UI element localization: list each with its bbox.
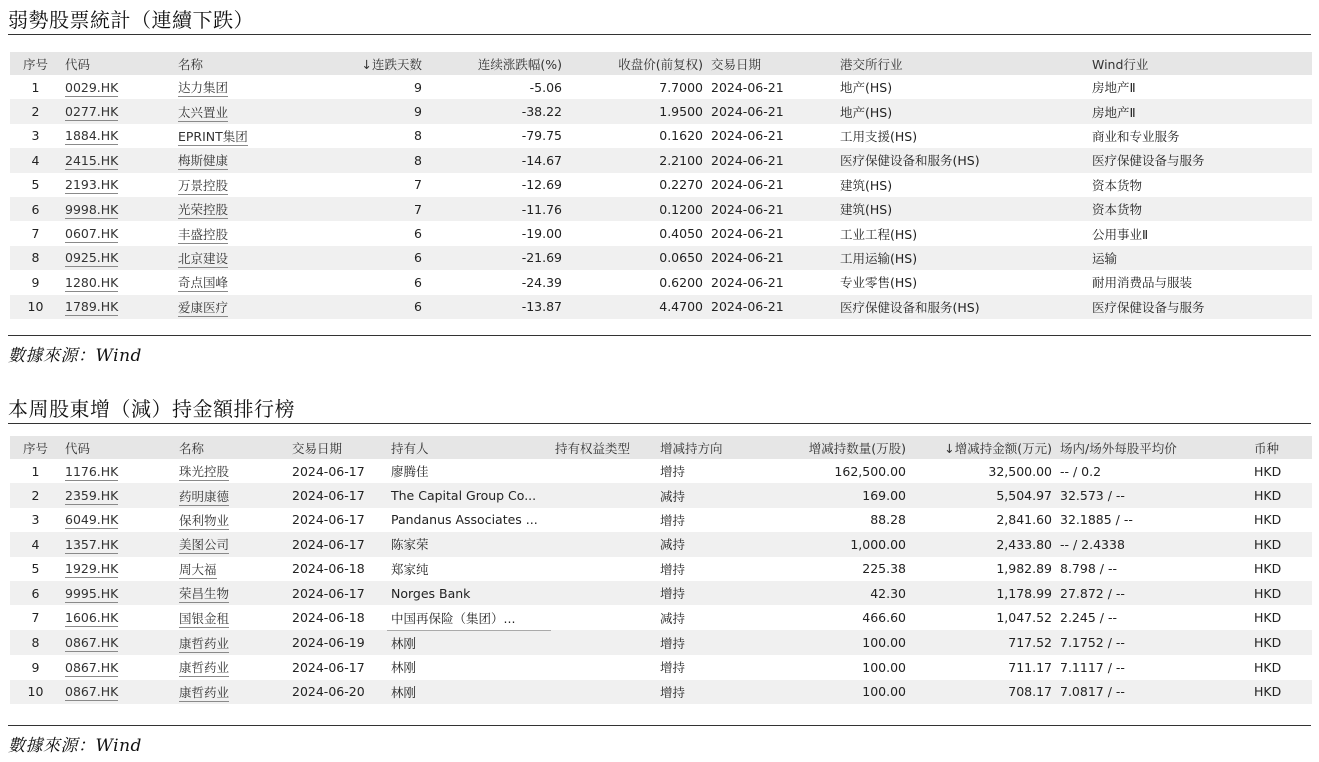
table-row — [10, 148, 1312, 172]
cell-index: 10 — [10, 295, 61, 319]
table-row — [10, 459, 1312, 483]
cell-currency: HKD — [1250, 680, 1312, 704]
code-link[interactable]: 9995.HK — [65, 585, 119, 601]
cell-name[interactable] — [175, 655, 288, 679]
name-link[interactable]: 奇点国峰 — [178, 275, 229, 291]
code-link[interactable]: 0277.HK — [65, 104, 119, 120]
cell-index: 5 — [31, 177, 40, 193]
cell-hkex-industry: 建筑(HS) — [836, 197, 1088, 221]
cell-hkex-industry: 建筑(HS) — [840, 177, 893, 193]
table-row — [10, 270, 1312, 294]
cell-quantity: 88.28 — [870, 512, 906, 528]
cell-equity-type — [551, 630, 656, 655]
cell-code[interactable] — [61, 173, 174, 197]
cell-name[interactable] — [174, 270, 314, 294]
cell-amount: 5,504.97 — [910, 483, 1056, 507]
cell-holder: 郑家纯 — [391, 561, 429, 577]
cell-index: 4 — [10, 148, 61, 172]
cell-name[interactable] — [174, 148, 314, 172]
column-header-trade-date[interactable]: 交易日期 — [707, 52, 836, 75]
code-link[interactable]: 0867.HK — [65, 659, 119, 675]
cell-name[interactable] — [174, 197, 314, 221]
cell-trade-date: 2024-06-18 — [292, 610, 365, 626]
cell-quantity: 42.30 — [777, 581, 910, 605]
table-row — [10, 605, 1312, 630]
table-row — [10, 173, 1312, 197]
cell-wind-industry: 公用事业Ⅱ — [1092, 226, 1149, 242]
name-link[interactable]: 光荣控股 — [178, 202, 229, 218]
cell-index: 1 — [31, 463, 40, 479]
weak-stocks-table — [10, 52, 1312, 319]
cell-direction: 增持 — [660, 660, 686, 676]
cell-wind-industry: 医疗保健设备与服务 — [1088, 295, 1312, 319]
column-header-name[interactable]: 名称 — [174, 52, 314, 75]
cell-index: 6 — [10, 581, 61, 605]
column-header-down-days[interactable]: ↓连跌天数 — [314, 52, 426, 75]
cell-trade-date: 2024-06-21 — [707, 148, 836, 172]
cell-direction: 增持 — [656, 581, 777, 605]
cell-close-price: 7.7000 — [659, 79, 703, 95]
column-header-index[interactable]: 序号 — [10, 52, 61, 75]
cell-index: 7 — [31, 610, 40, 626]
cell-down-days: 9 — [314, 99, 426, 123]
column-header-close-price[interactable]: 收盘价(前复权) — [566, 52, 707, 75]
name-link[interactable]: 荣昌生物 — [179, 586, 230, 602]
cell-trade-date: 2024-06-17 — [292, 463, 365, 479]
cell-avg-price: -- / 0.2 — [1060, 463, 1102, 479]
cell-code[interactable] — [61, 532, 175, 556]
code-link[interactable]: 9998.HK — [65, 201, 119, 217]
code-link[interactable]: 1884.HK — [65, 128, 119, 144]
cell-amount: 711.17 — [1008, 659, 1052, 675]
name-link[interactable]: 保利物业 — [179, 512, 230, 528]
name-link[interactable]: 药明康德 — [179, 488, 230, 504]
cell-direction: 增持 — [660, 464, 686, 480]
data-source-note: 數據來源：Wind — [8, 346, 142, 366]
cell-hkex-industry: 工用支援(HS) — [840, 128, 918, 144]
cell-name[interactable] — [175, 508, 288, 532]
cell-change-pct: -79.75 — [521, 128, 562, 144]
section-title-weak-stocks: 弱勢股票統計（連續下跌） — [8, 8, 254, 32]
cell-name[interactable] — [175, 581, 288, 605]
cell-close-price: 1.9500 — [566, 99, 707, 123]
cell-close-price: 0.6200 — [659, 274, 703, 290]
cell-close-price: 0.2270 — [659, 177, 703, 193]
cell-amount: 32,500.00 — [988, 463, 1052, 479]
cell-trade-date: 2024-06-21 — [711, 226, 784, 242]
code-link[interactable]: 0029.HK — [65, 79, 119, 95]
cell-direction: 减持 — [656, 483, 777, 507]
cell-holder: 林刚 — [387, 630, 551, 655]
cell-change-pct: -24.39 — [521, 274, 562, 290]
cell-name[interactable] — [174, 173, 314, 197]
table-row — [10, 124, 1312, 148]
cell-code[interactable] — [61, 197, 174, 221]
cell-change-pct: -11.76 — [426, 197, 566, 221]
name-link[interactable]: 美图公司 — [179, 537, 230, 553]
cell-change-pct: -5.06 — [529, 79, 562, 95]
cell-trade-date: 2024-06-20 — [288, 680, 387, 704]
cell-name[interactable] — [174, 99, 314, 123]
cell-trade-date: 2024-06-17 — [288, 532, 387, 556]
cell-wind-industry: 商业和专业服务 — [1092, 128, 1180, 144]
cell-currency: HKD — [1250, 581, 1312, 605]
column-header-code[interactable]: 代码 — [61, 52, 174, 75]
cell-hkex-industry: 专业零售(HS) — [840, 275, 918, 291]
cell-code[interactable] — [61, 295, 174, 319]
cell-equity-type — [551, 680, 656, 704]
column-header-amount[interactable]: ↓增减持金额(万元) — [910, 436, 1056, 459]
cell-equity-type — [551, 508, 656, 532]
cell-trade-date: 2024-06-21 — [711, 177, 784, 193]
column-header-hkex-industry[interactable]: 港交所行业 — [836, 52, 1088, 75]
cell-change-pct: -14.67 — [426, 148, 566, 172]
cell-currency: HKD — [1254, 610, 1282, 626]
cell-close-price: 0.4050 — [659, 226, 703, 242]
column-header-index[interactable]: 序号 — [10, 436, 61, 459]
cell-trade-date: 2024-06-21 — [707, 295, 836, 319]
code-link[interactable]: 0867.HK — [65, 635, 119, 651]
cell-code[interactable] — [61, 508, 175, 532]
cell-currency: HKD — [1250, 532, 1312, 556]
cell-index: 1 — [31, 79, 40, 95]
cell-amount: 708.17 — [910, 680, 1056, 704]
cell-trade-date: 2024-06-21 — [707, 246, 836, 270]
cell-currency: HKD — [1254, 561, 1282, 577]
name-link[interactable]: 梅斯健康 — [178, 153, 229, 169]
cell-equity-type — [551, 581, 656, 605]
name-link[interactable]: 达力集团 — [178, 80, 229, 96]
cell-amount: 1,178.99 — [910, 581, 1056, 605]
column-header-quantity[interactable]: 增减持数量(万股) — [777, 436, 910, 459]
cell-trade-date: 2024-06-21 — [711, 274, 784, 290]
cell-quantity: 100.00 — [777, 630, 910, 655]
cell-code[interactable] — [61, 605, 175, 630]
cell-index: 2 — [10, 99, 61, 123]
cell-trade-date: 2024-06-18 — [292, 561, 365, 577]
cell-index: 10 — [10, 680, 61, 704]
cell-amount: 1,047.52 — [996, 610, 1052, 626]
cell-index: 9 — [31, 274, 40, 290]
cell-equity-type — [551, 483, 656, 507]
table-row — [10, 75, 1312, 99]
cell-holder: 林刚 — [391, 660, 417, 676]
code-link[interactable]: 0925.HK — [65, 250, 119, 266]
name-link[interactable]: 太兴置业 — [178, 104, 229, 120]
cell-hkex-industry: 医疗保健设备和服务(HS) — [836, 148, 1088, 172]
name-link[interactable]: 北京建设 — [178, 250, 229, 266]
cell-down-days: 7 — [414, 177, 422, 193]
table-row — [10, 655, 1312, 679]
cell-trade-date: 2024-06-17 — [288, 483, 387, 507]
column-header-name[interactable]: 名称 — [175, 436, 288, 459]
code-link[interactable]: 1606.HK — [65, 610, 119, 626]
cell-name[interactable] — [175, 605, 288, 630]
table-row — [10, 197, 1312, 221]
cell-down-days: 8 — [314, 148, 426, 172]
cell-currency: HKD — [1254, 659, 1282, 675]
data-source-note: 數據來源：Wind — [8, 736, 142, 756]
cell-equity-type — [551, 557, 656, 581]
cell-direction: 增持 — [660, 561, 686, 577]
cell-direction: 减持 — [660, 610, 686, 626]
cell-trade-date: 2024-06-19 — [288, 630, 387, 655]
cell-currency: HKD — [1254, 512, 1282, 528]
cell-name[interactable] — [175, 532, 288, 556]
table-row — [10, 581, 1312, 605]
code-link[interactable]: 1929.HK — [65, 561, 119, 577]
cell-holder: 林刚 — [387, 680, 551, 704]
cell-code[interactable] — [61, 581, 175, 605]
cell-amount: 2,433.80 — [910, 532, 1056, 556]
cell-code[interactable] — [61, 270, 174, 294]
shareholder-changes-table — [10, 436, 1312, 704]
column-header-code[interactable]: 代码 — [61, 436, 175, 459]
cell-direction: 减持 — [656, 532, 777, 556]
cell-avg-price: 7.1117 / -- — [1060, 659, 1125, 675]
name-link[interactable]: 珠光控股 — [179, 464, 230, 480]
cell-code[interactable] — [61, 124, 174, 148]
cell-trade-date: 2024-06-17 — [292, 659, 365, 675]
cell-wind-industry: 资本货物 — [1092, 177, 1143, 193]
cell-name[interactable] — [174, 124, 314, 148]
table-row — [10, 246, 1312, 270]
name-link[interactable]: 康哲药业 — [179, 684, 230, 700]
code-link[interactable]: 0867.HK — [65, 684, 119, 700]
cell-hkex-industry: 地产(HS) — [836, 99, 1088, 123]
column-header-direction[interactable]: 增减持方向 — [656, 436, 777, 459]
name-link[interactable]: 国银金租 — [179, 610, 230, 626]
cell-trade-date: 2024-06-17 — [292, 512, 365, 528]
cell-holder: The Capital Group Co... — [387, 483, 551, 507]
cell-change-pct: -19.00 — [521, 226, 562, 242]
cell-change-pct: -12.69 — [521, 177, 562, 193]
cell-name[interactable] — [175, 483, 288, 507]
cell-amount: 717.52 — [910, 630, 1056, 655]
cell-code[interactable] — [61, 246, 174, 270]
cell-name[interactable] — [175, 557, 288, 581]
cell-index: 5 — [31, 561, 40, 577]
code-link[interactable]: 2193.HK — [65, 177, 119, 193]
table-row — [10, 483, 1312, 507]
cell-quantity: 100.00 — [862, 659, 906, 675]
cell-code[interactable] — [61, 148, 174, 172]
cell-code[interactable] — [61, 459, 175, 483]
cell-holder: 廖腾佳 — [391, 464, 429, 480]
cell-holder: Norges Bank — [387, 581, 551, 605]
name-link[interactable]: 周大福 — [179, 561, 217, 577]
cell-index: 8 — [10, 246, 61, 270]
title-divider — [8, 423, 1311, 424]
table-bottom-divider — [8, 725, 1311, 726]
cell-holder: Pandanus Associates ... — [391, 512, 538, 528]
cell-trade-date: 2024-06-17 — [288, 581, 387, 605]
cell-index: 2 — [10, 483, 61, 507]
table-row — [10, 680, 1312, 704]
code-link[interactable]: 0607.HK — [65, 226, 119, 242]
cell-change-pct: -21.69 — [426, 246, 566, 270]
cell-equity-type — [551, 655, 656, 679]
cell-currency: HKD — [1250, 483, 1312, 507]
cell-hkex-industry: 地产(HS) — [840, 80, 893, 96]
cell-change-pct: -13.87 — [426, 295, 566, 319]
cell-code[interactable] — [61, 483, 175, 507]
cell-index: 7 — [31, 226, 40, 242]
cell-equity-type — [551, 532, 656, 556]
table-bottom-divider — [8, 335, 1311, 336]
name-link[interactable]: 丰盛控股 — [178, 226, 229, 242]
cell-hkex-industry: 工业工程(HS) — [840, 226, 918, 242]
cell-direction: 增持 — [660, 512, 686, 528]
cell-wind-industry: 耐用消费品与服装 — [1092, 275, 1193, 291]
cell-wind-industry: 房地产Ⅱ — [1092, 80, 1136, 96]
cell-index: 3 — [31, 512, 40, 528]
cell-direction: 增持 — [656, 630, 777, 655]
column-header-equity-type[interactable]: 持有权益类型 — [551, 436, 656, 459]
cell-avg-price: 7.1752 / -- — [1056, 630, 1250, 655]
cell-index: 9 — [31, 659, 40, 675]
cell-avg-price: 32.573 / -- — [1056, 483, 1250, 507]
section-title-shareholder-changes: 本周股東增（減）持金額排行榜 — [8, 397, 295, 421]
cell-name[interactable] — [175, 459, 288, 483]
code-link[interactable]: 2359.HK — [65, 488, 119, 504]
name-link[interactable]: 万景控股 — [178, 177, 229, 193]
cell-name[interactable] — [175, 630, 288, 655]
cell-down-days: 7 — [314, 197, 426, 221]
cell-code[interactable] — [61, 99, 174, 123]
table-row — [10, 99, 1312, 123]
cell-change-pct: -38.22 — [426, 99, 566, 123]
code-link[interactable]: 1280.HK — [65, 274, 119, 290]
cell-close-price: 0.1200 — [566, 197, 707, 221]
column-header-change-pct[interactable]: 连续涨跌幅(%) — [426, 52, 566, 75]
cell-equity-type — [551, 459, 656, 483]
code-link[interactable]: 2415.HK — [65, 152, 119, 168]
column-header-trade-date[interactable]: 交易日期 — [288, 436, 387, 459]
name-link[interactable]: 康哲药业 — [179, 660, 230, 676]
cell-wind-industry: 运输 — [1088, 246, 1312, 270]
cell-trade-date: 2024-06-21 — [707, 197, 836, 221]
cell-holder: 陈家荣 — [387, 532, 551, 556]
cell-name[interactable] — [174, 221, 314, 245]
cell-quantity: 466.60 — [862, 610, 906, 626]
cell-index: 6 — [10, 197, 61, 221]
cell-holder: 中国再保险（集团）... — [387, 605, 551, 630]
cell-close-price: 2.2100 — [566, 148, 707, 172]
cell-wind-industry: 资本货物 — [1088, 197, 1312, 221]
cell-name[interactable] — [174, 295, 314, 319]
cell-avg-price: -- / 2.4338 — [1056, 532, 1250, 556]
column-header-holder[interactable]: 持有人 — [387, 436, 551, 459]
cell-name[interactable] — [174, 75, 314, 99]
cell-quantity: 100.00 — [777, 680, 910, 704]
cell-wind-industry: 房地产Ⅱ — [1088, 99, 1312, 123]
cell-down-days: 6 — [414, 226, 422, 242]
column-header-avg-price[interactable]: 场内/场外每股平均价 — [1056, 436, 1250, 459]
column-header-wind-industry[interactable]: Wind行业 — [1088, 52, 1312, 75]
name-link[interactable]: 康哲药业 — [179, 635, 230, 651]
cell-quantity: 162,500.00 — [834, 463, 906, 479]
cell-trade-date: 2024-06-21 — [711, 79, 784, 95]
name-link[interactable]: EPRINT集团 — [178, 128, 248, 144]
cell-close-price: 4.4700 — [566, 295, 707, 319]
cell-avg-price: 27.872 / -- — [1056, 581, 1250, 605]
cell-quantity: 169.00 — [777, 483, 910, 507]
cell-avg-price: 2.245 / -- — [1060, 610, 1117, 626]
cell-direction: 增持 — [656, 680, 777, 704]
cell-name[interactable] — [174, 246, 314, 270]
cell-trade-date: 2024-06-21 — [707, 99, 836, 123]
cell-down-days: 8 — [414, 128, 422, 144]
cell-hkex-industry: 医疗保健设备和服务(HS) — [836, 295, 1088, 319]
cell-avg-price: 7.0817 / -- — [1056, 680, 1250, 704]
cell-down-days: 6 — [314, 246, 426, 270]
cell-index: 4 — [10, 532, 61, 556]
table-row — [10, 508, 1312, 532]
cell-close-price: 0.0650 — [566, 246, 707, 270]
cell-amount: 1,982.89 — [996, 561, 1052, 577]
cell-code[interactable] — [61, 680, 175, 704]
code-link[interactable]: 1357.HK — [65, 536, 119, 552]
cell-code[interactable] — [61, 221, 174, 245]
cell-currency: HKD — [1250, 630, 1312, 655]
code-link[interactable]: 1176.HK — [65, 463, 119, 479]
cell-name[interactable] — [175, 680, 288, 704]
name-link[interactable]: 爱康医疗 — [178, 299, 229, 315]
title-divider — [8, 34, 1311, 35]
table-row — [10, 532, 1312, 556]
cell-avg-price: 32.1885 / -- — [1060, 512, 1133, 528]
cell-currency: HKD — [1254, 463, 1282, 479]
cell-code[interactable] — [61, 655, 175, 679]
cell-down-days: 6 — [414, 274, 422, 290]
table-row — [10, 557, 1312, 581]
code-link[interactable]: 1789.HK — [65, 299, 119, 315]
cell-down-days: 6 — [314, 295, 426, 319]
cell-down-days: 9 — [414, 79, 422, 95]
cell-close-price: 0.1620 — [659, 128, 703, 144]
cell-code[interactable] — [61, 557, 175, 581]
table-row — [10, 295, 1312, 319]
cell-equity-type — [551, 605, 656, 630]
cell-quantity: 1,000.00 — [777, 532, 910, 556]
cell-wind-industry: 医疗保健设备与服务 — [1088, 148, 1312, 172]
table-row — [10, 630, 1312, 655]
cell-quantity: 225.38 — [862, 561, 906, 577]
cell-index: 3 — [31, 128, 40, 144]
cell-avg-price: 8.798 / -- — [1060, 561, 1117, 577]
table-row — [10, 221, 1312, 245]
cell-code[interactable] — [61, 75, 174, 99]
cell-trade-date: 2024-06-21 — [711, 128, 784, 144]
code-link[interactable]: 6049.HK — [65, 512, 119, 528]
cell-code[interactable] — [61, 630, 175, 655]
cell-hkex-industry: 工用运输(HS) — [836, 246, 1088, 270]
cell-index: 8 — [10, 630, 61, 655]
cell-amount: 2,841.60 — [996, 512, 1052, 528]
column-header-currency[interactable]: 币种 — [1250, 436, 1312, 459]
